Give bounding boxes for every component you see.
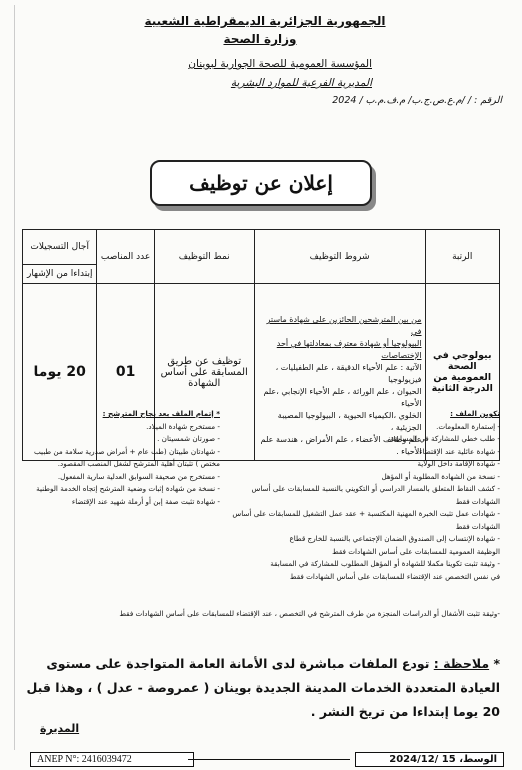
table-header-row — [23, 230, 500, 265]
note-paragraph: * ملاحظة : تودع الملفات مباشرة لدى الأمانة العامة المتواجدة على مستوى العيادة المتعددة الخدمات المدينة الجديدة بوينان ( عمروصة - عدل ) ، وهذا قبل 20 يوما إبتداءا من تريخ النشر . — [26, 656, 500, 719]
list-item: - مستخرج من صحيفة السوابق العدلية سارية المفعول. — [57, 471, 220, 481]
list-item: - صورتان شمسيتان . — [157, 434, 220, 443]
reference-number: الرقم : / /م.ع.ص.ج.ب/ م.ف.م.ب / 2024 — [332, 95, 502, 106]
list-item: مختص ) تثبتان أهلية المترشح لشغل المنصب المقصود. — [57, 459, 220, 468]
anep-number: ANEP N°: 2416039472 — [30, 752, 194, 767]
list-item: - شهادة الإقامة داخل الولاية — [417, 459, 500, 468]
condition-line: من بين المترشحين الحائزين على شهادة ماستر في — [266, 315, 422, 336]
condition-line: الخلوي ،الكيمياء الحيوية ، البيولوجيا المصيبة الجزيئية ، — [277, 411, 422, 432]
establishment-header: المؤسسة العمومية للصحة الجوارية لبوينان — [188, 58, 372, 70]
publication-date — [355, 752, 504, 767]
cell-deadline: 20 يوما — [23, 284, 97, 461]
list-item: - كشف النقاط المتعلق بالمسار الدراسي أو التكويني بالنسبة للمسابقات على أساس الشهادات فقط — [251, 484, 500, 506]
condition-line: البيولوجيا أو شهادة معترف بمعادلتها في أحد الإختصاصات — [276, 339, 422, 360]
ministry-header: وزارة الصحة — [223, 32, 297, 46]
signer: المديرة — [40, 722, 80, 735]
list-item: - طلب خطي للمشاركة في المسابقة . — [385, 434, 500, 443]
cell-mode: توظيف عن طريق المسابقة على أساس الشهادة — [154, 284, 254, 461]
page-margin-line — [14, 5, 15, 750]
list-item: - شهادة تثبت صفة إبن أو أرملة شهيد عند الإقتضاء — [71, 496, 220, 506]
directorate-header: المديرية الفرعية للموارد البشرية — [230, 77, 372, 89]
file-documents-list — [225, 408, 500, 583]
col-mode-header: نمط التوظيف — [154, 230, 254, 284]
col-rank-header: الرتبة — [425, 230, 500, 284]
page-title: إعلان عن توظيف — [189, 171, 333, 195]
list-item: -وثيقة تثبت الأشغال أو الدراسات المنجزة من طرف المترشح في التخصص ، عند الإقتضاء للمسابقات على أساس الشهادات فقط — [119, 609, 500, 618]
title-box — [150, 160, 372, 206]
list-item: - إستمارة المعلومات. — [436, 421, 500, 431]
condition-line: الآتية : علم الأحياء الدقيقة ، علم الطفيليات ، فيزيولوجيا — [275, 363, 422, 384]
condition-line: الحيوان ، علم الوراثة ، علم الأحياء الإنجابي ،علم الأحياء — [263, 387, 422, 408]
after-success-documents-list — [20, 408, 220, 508]
date-label: الوسط، — [459, 754, 497, 765]
col-posts-header: عدد المناصب — [97, 230, 154, 284]
list-item: - شهادات عمل تثبت الخبرة المهنية المكتسبة + عقد عمل التشغيل للمسابقات على أساس الشهادات فقط — [232, 509, 500, 531]
cell-rank: بيولوجي في الصحة العمومية من الدرجة الثانية — [425, 284, 500, 461]
list-item: - وثيقة تثبت تكوينا مكملا للشهادة أو المؤهل المطلوب للمشاركة في المسابقة — [270, 559, 500, 568]
col-conditions-header: شروط التوظيف — [254, 230, 425, 284]
list-item: - شهادة الإنتساب إلى الصندوق الضمان الإجتماعي بالنسبة للخارج قطاع — [289, 534, 500, 543]
list-item: في نفس التخصص عند الإقتضاء للمسابقات على أساس الشهادات فقط — [289, 571, 500, 581]
list-item: - نسخة من الشهادة المطلوبة أو المؤهل — [381, 471, 500, 481]
condition-line: علم وظائف الأعضاء ، علم الأمراض ، هندسة علم الأحياء . — [260, 435, 422, 456]
date-value: 15 /2024/12 — [389, 754, 456, 765]
after-success-heading: * إتمام الملف بعد نجاح المترشح : — [102, 409, 220, 418]
footer-rule — [188, 759, 350, 760]
republic-header: الجمهورية الجزائرية الديمقراطية الشعبية — [144, 14, 386, 28]
note-label: ملاحظة : — [433, 656, 490, 671]
list-item: - مستخرج شهادة الميلاد. — [146, 421, 220, 431]
list-item: الوظيفة العمومية للمسابقات على أساس الشهادات فقط — [332, 546, 500, 556]
col-deadline-header: آجال التسجيلات — [23, 230, 97, 265]
col-deadline-subheader: إبتداءا من الإشهار — [23, 265, 97, 284]
list-item: - شهادتان طبيتان (طب عام + أمراض صدرية سلامة من طبيب — [33, 446, 220, 456]
list-item: - شهادة عائلية عند الإقتضاء. — [416, 446, 500, 456]
cell-posts: 01 — [97, 284, 154, 461]
list-item: - نسخة من شهادة إثبات وضعية المترشح إتجاه الخدمة الوطنية — [36, 484, 220, 493]
note-text: تودع الملفات مباشرة لدى الأمانة العامة المتواجدة على مستوى العيادة المتعددة الخدمات المدينة الجديدة بوينان ( عمروصة - عدل ) ، وهذا قبل 20 يوما إبتداءا من تريخ النشر . — [26, 656, 500, 719]
file-documents-last — [22, 608, 500, 621]
file-documents-heading: تكوين الملف : — [450, 409, 500, 418]
